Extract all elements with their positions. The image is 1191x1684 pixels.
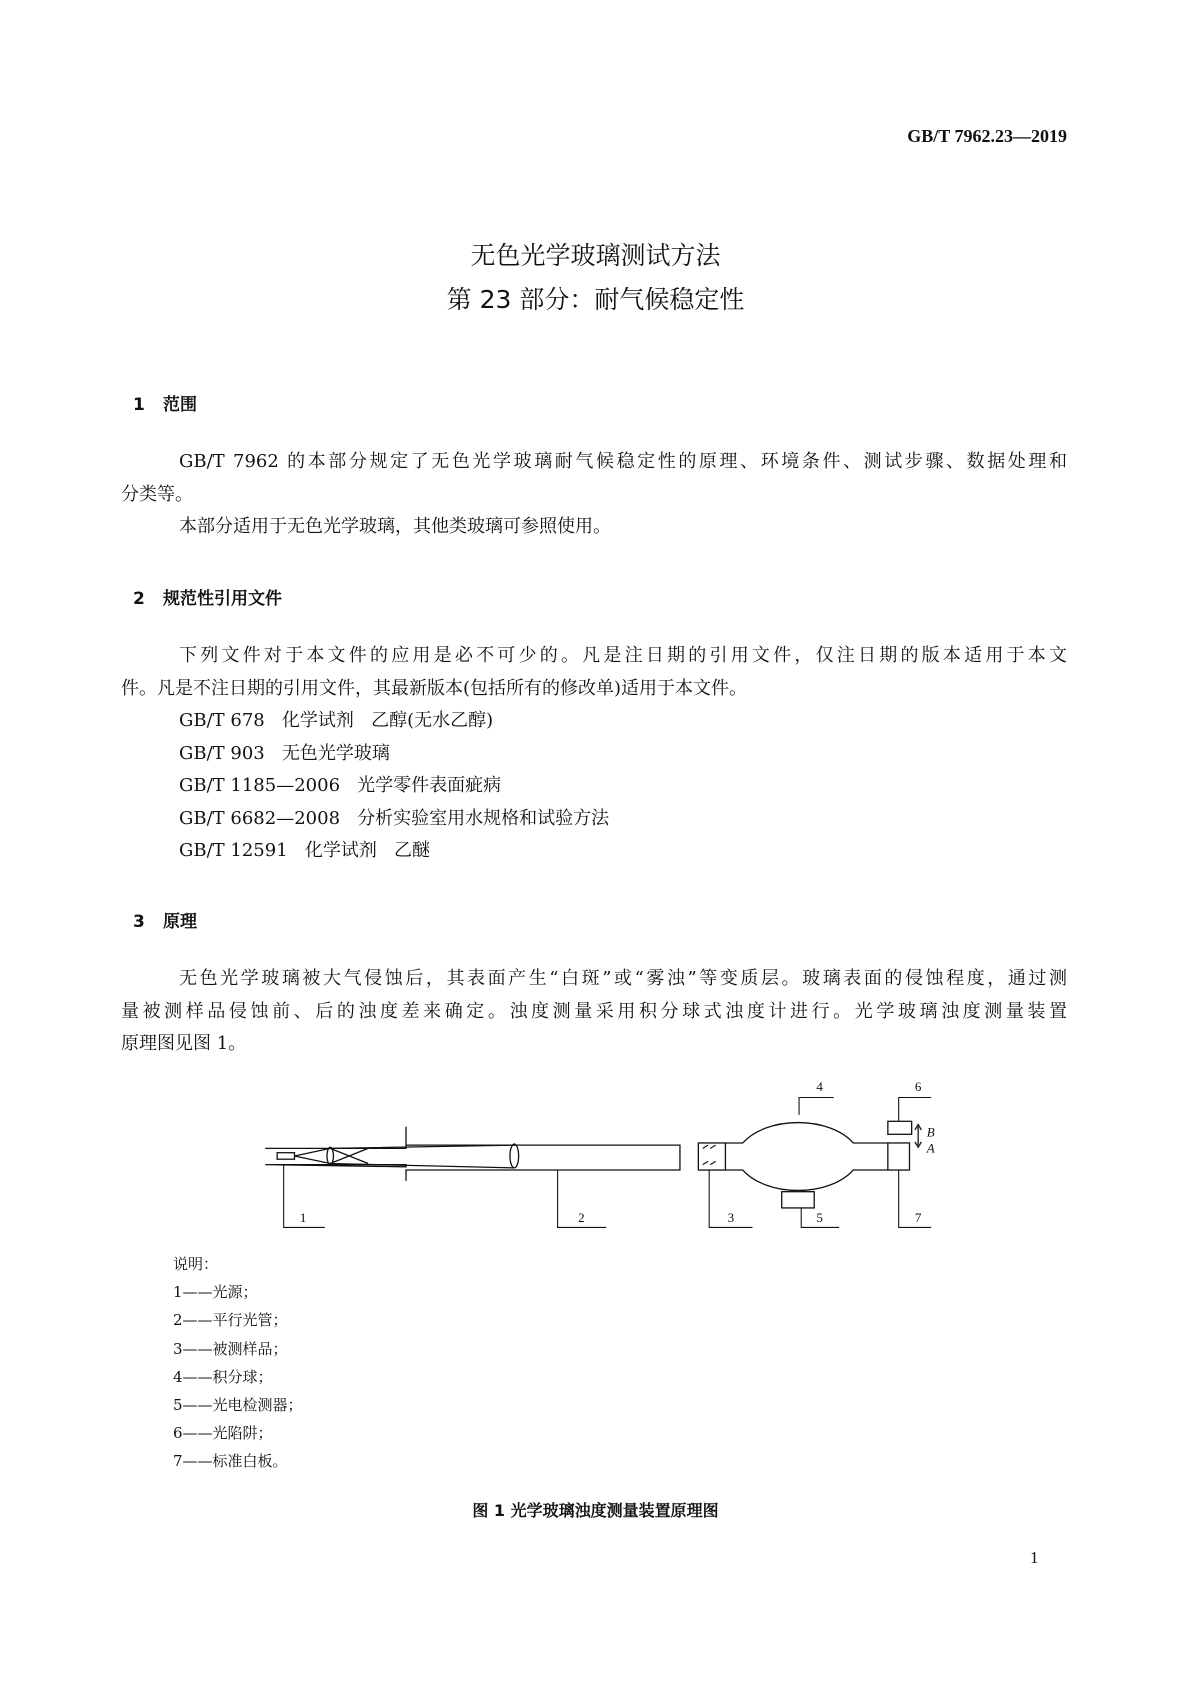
paragraph-line: 无色光学玻璃被大气侵蚀后，其表面产生“白斑”或“雾浊”等变质层。玻璃表面的侵蚀程度，通过测: [179, 968, 1067, 989]
section-number: 1: [133, 395, 145, 415]
section-number: 2: [133, 589, 145, 609]
section-title: 原理: [163, 912, 197, 932]
section-3-body: [121, 963, 1067, 1061]
leader-lines: [284, 1097, 931, 1227]
reference-item: GB/T 6682—2008 分析实验室用水规格和试验方法: [179, 807, 610, 829]
legend-item: 7——标准白板。: [173, 1452, 288, 1471]
figure-label-4: 4: [816, 1078, 823, 1094]
legend-item: 5——光电检测器；: [173, 1396, 303, 1415]
figure-label-3: 3: [727, 1210, 735, 1226]
light-trap-icon: [888, 1121, 912, 1134]
paragraph-line: 原理图见图 1。: [121, 1033, 247, 1054]
reference-item: GB/T 903 无色光学玻璃: [179, 742, 390, 764]
section-1-body: [121, 446, 1067, 544]
reference-item: GB/T 12591 化学试剂 乙醚: [179, 840, 430, 861]
legend-title: 说明：: [173, 1255, 219, 1273]
detector-icon: [782, 1192, 814, 1208]
figure-label-5: 5: [816, 1210, 823, 1226]
paragraph-line: 下列文件对于本文件的应用是必不可少的。凡是注日期的引用文件，仅注日期的版本适用于本文: [179, 645, 1067, 666]
arrow-icon: [915, 1125, 921, 1148]
legend-item: 1——光源；: [173, 1283, 258, 1302]
legend-item: 3——被测样品；: [173, 1339, 288, 1358]
document-title: 无色光学玻璃测试方法: [470, 241, 721, 270]
reference-item: GB/T 678 化学试剂 乙醇(无水乙醇): [179, 710, 494, 731]
reference-item: GB/T 1185—2006 光学零件表面疵病: [179, 775, 502, 796]
figure-label-2: 2: [578, 1210, 585, 1226]
paragraph-line: 分类等。: [121, 483, 193, 505]
section-2-body: [121, 640, 1067, 868]
page-number: 1: [1030, 1548, 1039, 1567]
paragraph-line: 本部分适用于无色光学玻璃，其他类玻璃可参照使用。: [179, 516, 611, 537]
arrow-label-b: B: [926, 1124, 935, 1140]
figure-label-6: 6: [914, 1078, 922, 1094]
collimator-tube: [265, 1127, 680, 1181]
paragraph-line: 件。凡是不注日期的引用文件，其最新版本(包括所有的修改单)适用于本文件。: [121, 677, 748, 699]
section-title: 范围: [163, 395, 197, 415]
section-3-heading: [133, 907, 197, 932]
figure-caption: 图 1 光学玻璃浊度测量装置原理图: [472, 1501, 719, 1520]
legend-item: 2——平行光管；: [173, 1311, 288, 1330]
paragraph-line: GB/T 7962 的本部分规定了无色光学玻璃耐气候稳定性的原理、环境条件、测试步骤、数据处理和: [179, 451, 1067, 472]
standard-code: GB/T 7962.23—2019: [907, 126, 1067, 146]
arrow-label-a: A: [926, 1140, 935, 1156]
lens-icon: [327, 1147, 333, 1164]
figure-legend: [173, 1250, 303, 1476]
integrating-sphere: [698, 1121, 921, 1208]
section-1-heading: [133, 390, 197, 415]
white-board-icon: [888, 1143, 910, 1170]
legend-item: 4——积分球；: [173, 1367, 273, 1386]
legend-item: 6——光陷阱；: [173, 1424, 273, 1443]
section-2-heading: [133, 584, 282, 609]
paragraph-line: 量被测样品侵蚀前、后的浊度差来确定。浊度测量采用积分球式浊度计进行。光学玻璃浊度测量装置: [121, 1000, 1067, 1022]
light-source-icon: [277, 1153, 294, 1159]
section-number: 3: [133, 912, 145, 932]
figure-label-7: 7: [914, 1210, 922, 1226]
turbidity-apparatus-diagram: [249, 1078, 942, 1235]
section-title: 规范性引用文件: [163, 589, 282, 609]
document-subtitle: 第 23 部分：耐气候稳定性: [446, 285, 745, 314]
lens-icon: [510, 1144, 519, 1168]
figure-label-1: 1: [299, 1210, 307, 1226]
